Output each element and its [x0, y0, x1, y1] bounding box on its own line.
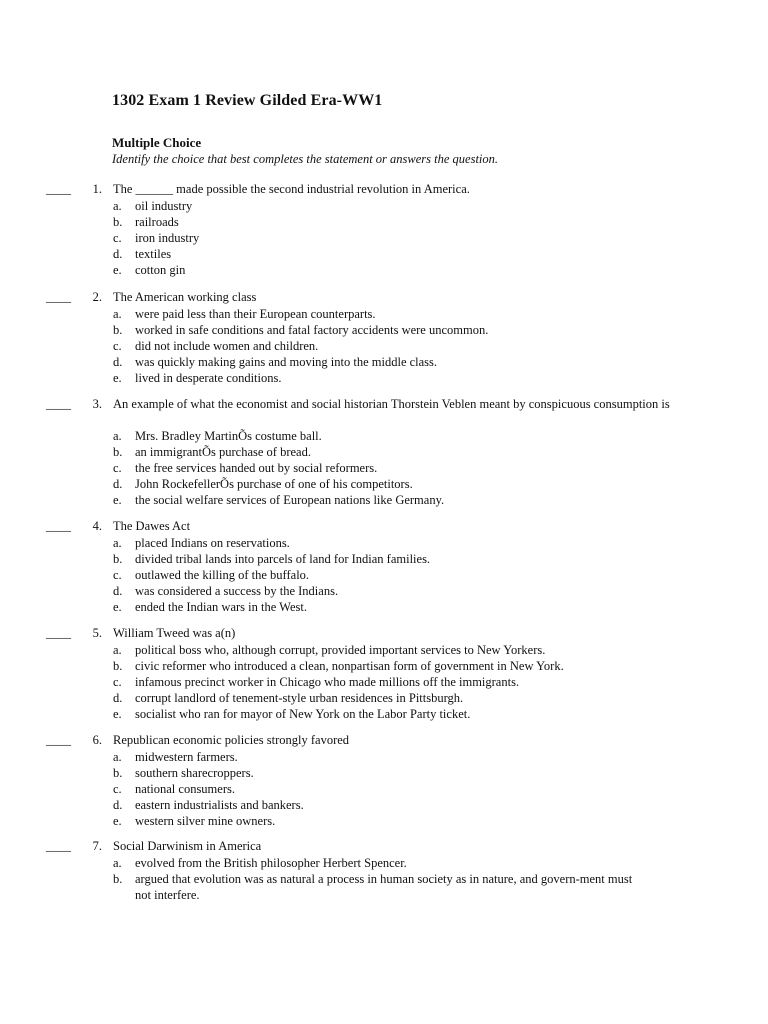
- choice-a: [113, 428, 733, 444]
- choice-letter: c.: [113, 675, 122, 689]
- choice-text: corrupt landlord of tenement-style urban residences in Pittsburgh.: [135, 691, 464, 705]
- choice-b: [113, 658, 733, 674]
- choice-a: [113, 535, 733, 551]
- choice-letter: c.: [113, 231, 122, 245]
- choice-b: [113, 214, 733, 230]
- choice-text: worked in safe conditions and fatal factory accidents were uncommon.: [135, 323, 489, 337]
- choice-text: national consumers.: [135, 782, 235, 796]
- choice-letter: a.: [113, 643, 122, 657]
- choice-list: [113, 306, 733, 386]
- question-stem: The American working class: [113, 290, 257, 304]
- choice-a: [113, 855, 733, 871]
- choice-text: railroads: [135, 215, 179, 229]
- choice-letter: d.: [113, 355, 123, 369]
- choice-text: were paid less than their European counterparts.: [135, 307, 376, 321]
- choice-letter: b.: [113, 215, 123, 229]
- choice-text: John RockefellerÕs purchase of one of his competitors.: [135, 477, 413, 491]
- choice-letter: b.: [113, 323, 123, 337]
- choice-letter: c.: [113, 339, 122, 353]
- question-number: 3.: [92, 397, 102, 411]
- choice-c: [113, 338, 733, 354]
- choice-c: [113, 230, 733, 246]
- choice-letter: e.: [113, 371, 122, 385]
- choice-b: [113, 765, 733, 781]
- answer-blank: ____: [46, 519, 71, 533]
- choice-letter: b.: [113, 552, 123, 566]
- choice-text: the free services handed out by social reformers.: [135, 461, 378, 475]
- question-number: 7.: [92, 839, 102, 853]
- choice-d: [113, 797, 733, 813]
- choice-text: was considered a success by the Indians.: [135, 584, 339, 598]
- question-number: 5.: [92, 626, 102, 640]
- choice-text: an immigrantÕs purchase of bread.: [135, 445, 311, 459]
- choice-b: [113, 444, 733, 460]
- choice-letter: b.: [113, 872, 123, 886]
- choice-text: evolved from the British philosopher Herbert Spencer.: [135, 856, 407, 870]
- choice-b: [113, 322, 733, 338]
- choice-text: socialist who ran for mayor of New York on the Labor Party ticket.: [135, 707, 471, 721]
- choice-letter: e.: [113, 263, 122, 277]
- choice-letter: d.: [113, 798, 123, 812]
- question-stem: Republican economic policies strongly favored: [113, 733, 350, 747]
- choice-a: [113, 642, 733, 658]
- choice-letter: e.: [113, 600, 122, 614]
- choice-letter: b.: [113, 445, 123, 459]
- choice-text: western silver mine owners.: [135, 814, 276, 828]
- choice-e: [113, 370, 733, 386]
- choice-list: [113, 198, 733, 278]
- question-number: 1.: [92, 182, 102, 196]
- choice-e: [113, 706, 733, 722]
- answer-blank: ____: [46, 839, 71, 853]
- choice-d: [113, 476, 733, 492]
- question-stem: The ______ made possible the second industrial revolution in America.: [113, 182, 470, 196]
- section-instructions: Identify the choice that best completes the statement or answers the question.: [112, 152, 499, 166]
- choice-letter: a.: [113, 750, 122, 764]
- answer-blank: ____: [46, 733, 71, 747]
- choice-text: Mrs. Bradley MartinÕs costume ball.: [135, 429, 322, 443]
- choice-list: [113, 642, 733, 722]
- choice-letter: a.: [113, 536, 122, 550]
- choice-letter: a.: [113, 199, 122, 213]
- choice-text: argued that evolution was as natural a process in human society as in nature, and govern-ment must not interfere.: [135, 872, 633, 902]
- choice-text: iron industry: [135, 231, 200, 245]
- choice-text: southern sharecroppers.: [135, 766, 254, 780]
- choice-text: oil industry: [135, 199, 193, 213]
- question-number: 2.: [92, 290, 102, 304]
- choice-list: [113, 855, 733, 903]
- choice-b: [113, 871, 733, 903]
- choice-letter: d.: [113, 584, 123, 598]
- choice-e: [113, 492, 733, 508]
- question-stem: Social Darwinism in America: [113, 839, 262, 853]
- choice-b: [113, 551, 733, 567]
- choice-text: did not include women and children.: [135, 339, 319, 353]
- answer-blank: ____: [46, 290, 71, 304]
- choice-a: [113, 306, 733, 322]
- question-stem: The Dawes Act: [113, 519, 191, 533]
- choice-letter: b.: [113, 659, 123, 673]
- choice-letter: e.: [113, 493, 122, 507]
- choice-letter: e.: [113, 814, 122, 828]
- choice-letter: e.: [113, 707, 122, 721]
- choice-letter: b.: [113, 766, 123, 780]
- choice-c: [113, 674, 733, 690]
- choice-c: [113, 781, 733, 797]
- choice-text: midwestern farmers.: [135, 750, 238, 764]
- choice-d: [113, 354, 733, 370]
- question-stem: William Tweed was a(n): [113, 626, 236, 640]
- question-number: 6.: [92, 733, 102, 747]
- choice-text: was quickly making gains and moving into the middle class.: [135, 355, 438, 369]
- choice-letter: c.: [113, 782, 122, 796]
- choice-d: [113, 246, 733, 262]
- choice-text: infamous precinct worker in Chicago who made millions off the immigrants.: [135, 675, 520, 689]
- choice-d: [113, 690, 733, 706]
- answer-blank: ____: [46, 182, 71, 196]
- choice-text: placed Indians on reservations.: [135, 536, 290, 550]
- choice-text: cotton gin: [135, 263, 186, 277]
- choice-list: [113, 428, 733, 508]
- choice-c: [113, 460, 733, 476]
- choice-text: lived in desperate conditions.: [135, 371, 282, 385]
- choice-letter: a.: [113, 856, 122, 870]
- choice-text: textiles: [135, 247, 172, 261]
- choice-list: [113, 535, 733, 615]
- choice-text: political boss who, although corrupt, provided important services to New Yorkers.: [135, 643, 546, 657]
- question-stem: An example of what the economist and social historian Thorstein Veblen meant by conspicuous consumption is: [113, 397, 670, 411]
- choice-text: ended the Indian wars in the West.: [135, 600, 307, 614]
- answer-blank: ____: [46, 626, 71, 640]
- choice-e: [113, 262, 733, 278]
- choice-a: [113, 198, 733, 214]
- choice-c: [113, 567, 733, 583]
- answer-blank: ____: [46, 397, 71, 411]
- choice-letter: c.: [113, 461, 122, 475]
- choice-letter: a.: [113, 429, 122, 443]
- choice-letter: d.: [113, 247, 123, 261]
- choice-letter: d.: [113, 477, 123, 491]
- choice-e: [113, 599, 733, 615]
- question-number: 4.: [92, 519, 102, 533]
- choice-letter: a.: [113, 307, 122, 321]
- choice-letter: c.: [113, 568, 122, 582]
- choice-a: [113, 749, 733, 765]
- choice-text: outlawed the killing of the buffalo.: [135, 568, 310, 582]
- choice-text: eastern industrialists and bankers.: [135, 798, 304, 812]
- choice-letter: d.: [113, 691, 123, 705]
- page-title: 1302 Exam 1 Review Gilded Era-WW1: [112, 92, 383, 109]
- choice-text: the social welfare services of European nations like Germany.: [135, 493, 445, 507]
- choice-text: divided tribal lands into parcels of land for Indian families.: [135, 552, 431, 566]
- choice-d: [113, 583, 733, 599]
- section-heading: Multiple Choice: [112, 135, 202, 150]
- choice-e: [113, 813, 733, 829]
- choice-text: civic reformer who introduced a clean, nonpartisan form of government in New York.: [135, 659, 564, 673]
- choice-list: [113, 749, 733, 829]
